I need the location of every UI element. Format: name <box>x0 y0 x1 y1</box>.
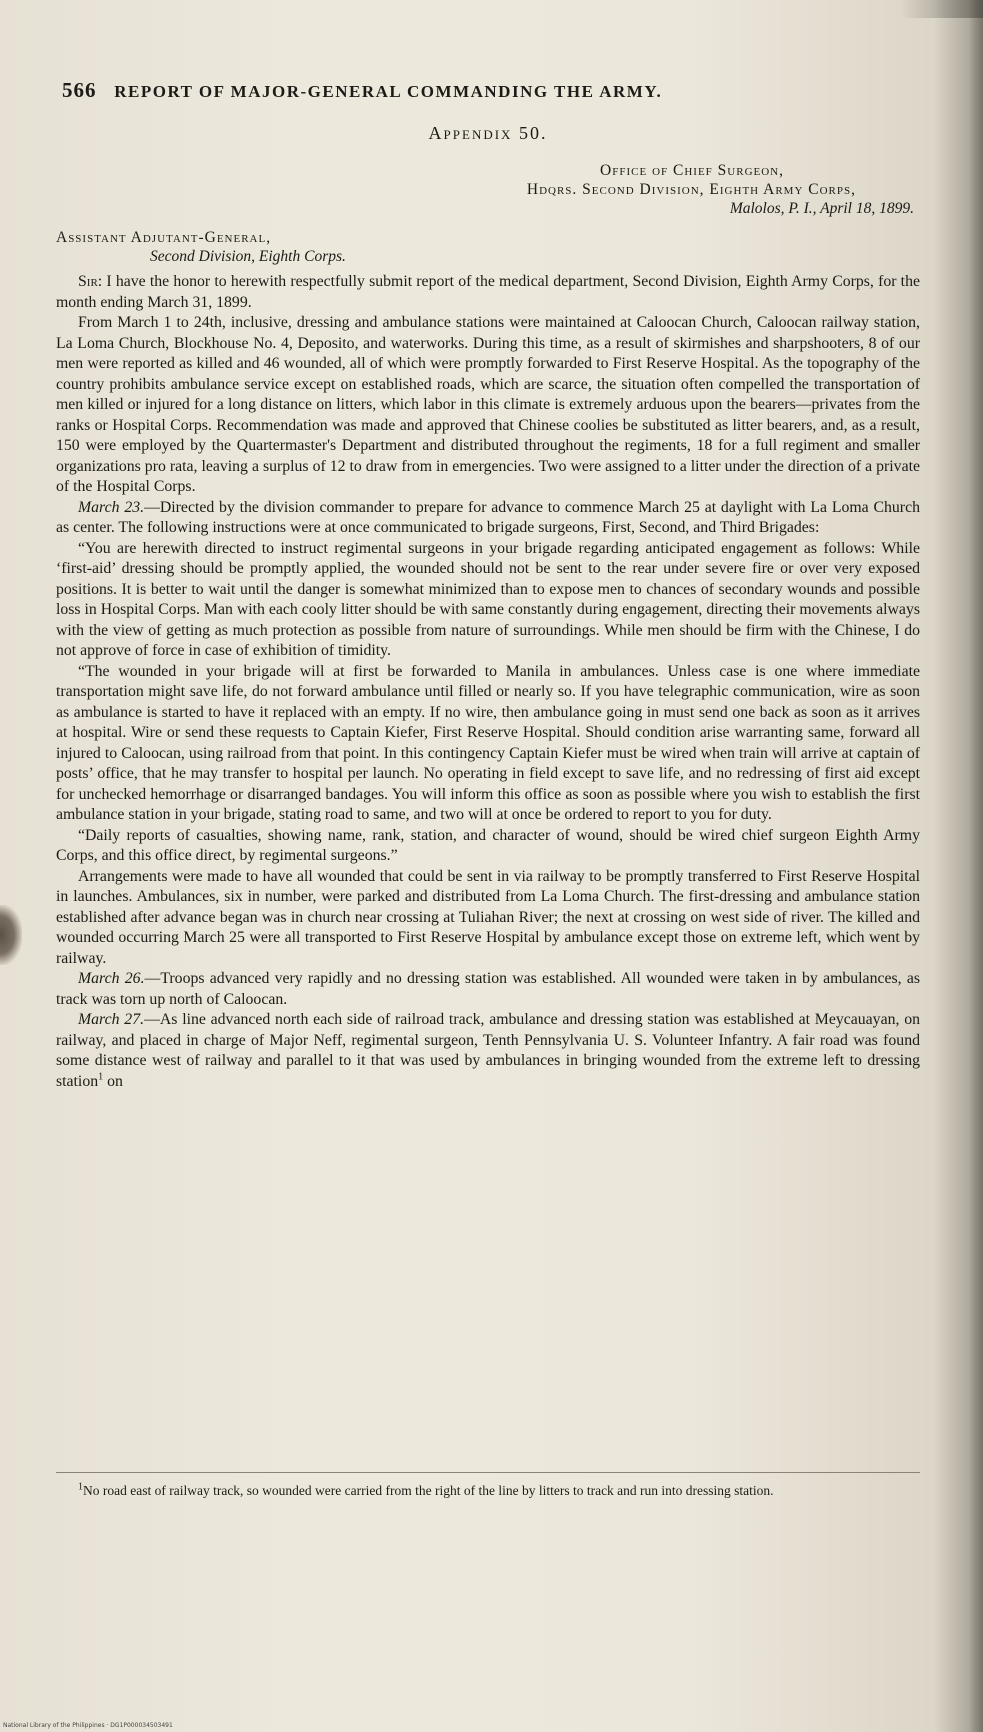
quoted-instructions-1: “You are herewith directed to instruct regimental surgeons in your brigade regarding anticipated engagement as follows: While ‘first-aid’ dressing should be promptly applied, the wounded should not be sent to the rear under severe fire or over very exposed positions. It is better to wait until the danger is somewhat minimized than to expose men to chances of secondary wounds and possible loss in Hospital Corps. Man with each cooly litter should be with same constantly during engagement, directing their movements always with the view of getting as much protection as possible from nature of surroundings. While men should be firm with the Chinese, I do not approve of force in case of exhibition of timidity. <box>56 539 920 659</box>
paragraph-arrangements: Arrangements were made to have all wounded that could be sent in via railway to be promptly transferred to First Reserve Hospital in launches. Ambulances, six in number, were parked and distributed from La Loma Church. The first-dressing and ambulance station established after advance began was in church near crossing at Tuliahan River; the next at crossing on west side of river. The killed and wounded occurring March 25 were all transported to First Reserve Hospital by ambulance except those on extreme left, which went by railway. <box>56 867 920 967</box>
letterhead-hq: Hdqrs. Second Division, Eighth Army Corps, <box>526 181 856 198</box>
footnote-reference: 1 <box>98 1071 104 1083</box>
running-title: REPORT OF MAJOR-GENERAL COMMANDING THE ARMY. <box>114 82 663 101</box>
letterhead <box>56 161 914 218</box>
addressee-title: Assistant Adjutant-General, <box>56 229 272 246</box>
letterhead-office: Office of Chief Surgeon, <box>600 162 784 179</box>
entry-date: March 26. <box>78 970 145 987</box>
footnote-marker: 1 <box>78 1481 83 1493</box>
salutation: Sir: <box>78 273 103 290</box>
digitization-watermark: National Library of the Philippines · DG1P000034503491 <box>3 1722 173 1729</box>
entry-date: March 27. <box>78 1011 145 1028</box>
addressee-unit: Second Division, Eighth Corps. <box>150 248 346 265</box>
page-edge-shadow <box>969 0 983 1732</box>
thumb-mark <box>0 905 22 965</box>
page-content <box>56 80 920 1092</box>
appendix-title: Appendix 50. <box>428 122 548 143</box>
running-header <box>62 80 920 103</box>
page-number: 566 <box>62 78 97 102</box>
entry-date: March 23. <box>78 498 145 516</box>
letterhead-place-date: Malolos, P. I., April 18, 1899. <box>729 200 914 217</box>
paragraph-march-23: March 23.—Directed by the division commander to prepare for advance to commence March 25 at daylight with La Loma Church as center. The following instructions were at once communicated to brigade surgeons, First, Second, and Third Brigades: <box>56 498 920 536</box>
paragraph-march-26: March 26.—Troops advanced very rapidly and no dressing station was established. All wounded were taken in by ambulances, as track was torn up north of Caloocan. <box>56 970 920 1008</box>
footnote-divider <box>56 1472 920 1473</box>
paragraph-opening: Sir: I have the honor to herewith respectfully submit report of the medical department, Second Division, Eighth Army Corps, for the month ending March 31, 1899. <box>56 273 920 311</box>
quoted-instructions-2: “The wounded in your brigade will at first be forwarded to Manila in ambulances. Unless case is one where immediate transportation might save life, do not forward ambulance until filled or nearly so. If you have telegraphic communication, wire as soon as ambulance is started to have it replaced with an empty. If no wire, then ambulance going in must send one back as soon as it arrives at hospital. Wire or send these requests to Captain Kiefer, First Reserve Hospital. Should condition arise warranting same, forward all injured to Caloocan, using railroad from that point. In this contingency Captain Kiefer must be wired when train will arrive at captain of posts’ office, that he may transfer to hospital per launch. No operating in field except to save life, and no redressing of first aid except for unchecked hemorrhage or disarranged bandages. You will inform this office as soon as possible where you wish to establish the first ambulance station in your brigade, stating road to same, and two will at once be ordered to report to you for duty. <box>56 662 920 823</box>
paragraph-march-1-24: From March 1 to 24th, inclusive, dressing and ambulance stations were maintained at Caloocan Church, Caloocan railway station, La Loma Church, Blockhouse No. 4, Deposito, and waterworks. During this time, as a result of skirmishes and sharpshooters, 8 of our men were reported as killed and 46 wounded, all of which were promptly forwarded to First Reserve Hospital. As the topography of the country prohibits ambulance service except on established roads, which are scarce, the situation often compelled the transportation of men killed or injured for a long distance on litters, which labor in this climate is extremely arduous upon the bearers—privates from the ranks or Hospital Corps. Recommendation was made and approved that Chinese coolies be substituted as litter bearers, and, as a result, 150 were employed by the Quartermaster's Department and distributed throughout the regiments, 18 for a full regiment and smaller organizations pro rata, leaving a surplus of 12 to draw from in emergencies. Two were assigned to a litter under the direction of a private of the Hospital Corps. <box>56 314 920 495</box>
page-corner-shadow <box>900 0 983 18</box>
footnote: $^1$No road east of railway track, so wounded were carried from the right of the line by litters to track and run into dressing station. <box>78 1481 774 1498</box>
addressee <box>56 228 920 266</box>
quoted-instructions-3: “Daily reports of casualties, showing name, rank, station, and character of wound, should be wired chief surgeon Eighth Army Corps, and this office direct, by regimental surgeons.” <box>56 826 920 864</box>
paragraph-march-27: March 27.—As line advanced north each side of railroad track, ambulance and dressing station was established at Meycauayan, on railway, and placed in charge of Major Neff, regimental surgeon, Tenth Pennsylvania U. S. Volunteer Infantry. A fair road was found some distance west of railway and parallel to it that was used by ambulances in bringing wounded from the extreme left to dressing station$^1$ on <box>56 1011 921 1090</box>
